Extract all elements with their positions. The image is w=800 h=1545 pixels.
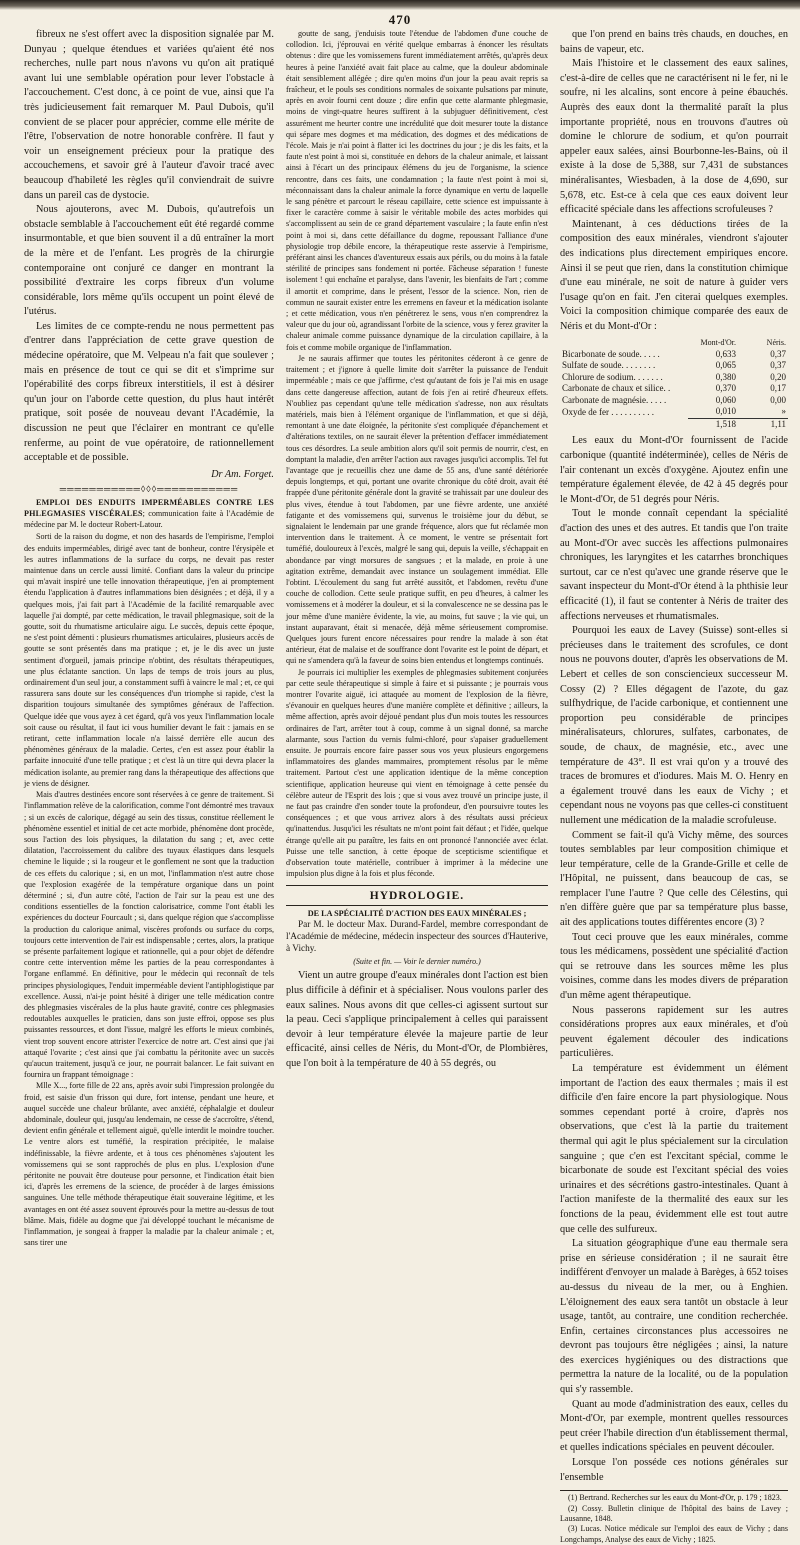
table-row <box>560 372 788 384</box>
hydrology-continued-b <box>560 434 788 1485</box>
column-middle <box>286 28 548 1096</box>
column-left <box>24 28 274 1248</box>
paragraph: Mlle X..., forte fille de 22 ans, après avoir subi l'impression prolongée du froid, est saisie d'un frisson qui dure, fort intense, pendant une heure, et auquel succède une chaleur brûlante, avec anxiété, céphalalgie et douleur abdominale, douleur qui, jusqu'au lendemain, ne cesse de s'accroître, s'étend, devient enfin générale et tellement aiguë, qu'elle interdit le moindre toucher. Le ventre alors est tuméfié, la respiration précipitée, le malaise indéfinissable, la fièvre ardente, et à tous ces phénomènes s'ajoutent les vomissemens qui se sont rapprochés de plus en plus. L'explosion d'une péritonite ne pouvait être douteuse pour personne, et l'indication était bien ici, d'après les erremens de la science, de procéder à de larges émissions sanguines. Une telle méthode thérapeutique était souveraine légitime, et les avantages en ont été assez souvent éprouvés pour la mettre au-dessus de tout blâme. Mais, fidèle au dogme que j'ai développé touchant le mécanisme de l'inflammation, je songeai à frapper la maladie par la chaleur animale ; et, sans tirer une <box>24 1081 274 1248</box>
table-total-blank <box>560 418 688 430</box>
paragraph: Mais d'autres destinées encore sont réservées à ce genre de traitement. Si l'inflammation relève de la calorification, comme l'ont démontré mes travaux ; si un excès de calorique, dégagé au sein des tissus, constitue réellement le phénomène essentiel et initial de cet acte morbide, phénomène dont procède, sous l'action des lois physiques, la dilatation du sang ; et, avec cette dilatation, l'accroissement du calibre des tuyaux élastiques dans lesquels chemine le liquide ; si la rougeur et le gonflement ne sont que la traduction de ces effets du calorique ; si, en un mot, l'inflammation n'est autre chose que l'explosion exagérée de la température organique dans un point déterminé ; si, d'un autre côté, l'action de l'air sur la peau est une des conditions essentielles de la fonction calorisatrice, comme l'ont établi les expériences du docteur Fourcault ; si, dans quelque région que s'accomplisse la production du calorique animal, viscères profonds ou surface du corps, toujours cette intervention de l'air est indispensable ; certes, alors, la pratique se présente parfaitement logique et rationnelle, qui a pour objet de défendre contre cette intervention même les parties de la peau correspondantes à l'organe enflammé. En définitive, pour le médecin qui reconnaît de tels principes physiologiques, l'enduit imperméable devient l'antiphlogistique par excellence. Aussi, n'ai-je point hésité à diriger une telle médication contre des phlegmasies viscérales de la plus haute gravité, contre ces phlegmasies redoutables auxquelles le praticien, dans son juste effroi, oppose ses plus puissantes ressources, et dont l'issue, malgré les efforts le mieux combinés, vient trop souvent encore attrister l'exercice de notre art. C'est ainsi que j'ai attaqué l'ovarite ; c'est ainsi que j'ai combattu la péritonite avec un succès qu'aucun traitement, jusqu'à ce jour, ne pourrait balancer. Le fait suivant en fournira un frappant témoignage : <box>24 790 274 1080</box>
paragraph: Tout ceci prouve que les eaux minérales, comme tous les médicamens, possèdent une spécialité d'action qui se retrouve dans les sources même les plus voisines, comme dans les modes divers de préparation d'un même agent thérapeutique. <box>560 931 788 1002</box>
paragraph: La température est évidemment un élément important de l'action des eaux thermales ; mais il est difficile d'en faire encore la part physiologique. Nous sommes cependant porté à croire, d'après nos observations, que c'est là la partie du traitement thermal qui agit le plus spécialement sur la circulation sanguine ; que c'en est l'excitant spécial, comme le bicarbonate de soude est l'excitant spécial des voies urinaires et des sécrétions gastro-intestinales. Quant à l'action manifeste de la thermalité des eaux sur les fonctions de la peau, évidemment elle est tout autre que celle des sulfureux. <box>560 1063 788 1235</box>
continuation-note: (Suite et fin. — Voir le dernier numéro.) <box>353 957 481 967</box>
column-right <box>560 28 788 1544</box>
table-row <box>560 360 788 372</box>
table-header-blank <box>560 337 688 349</box>
table-cell: 0,20 <box>770 371 786 382</box>
paragraph: Nous ajouterons, avec M. Dubois, qu'autrefois un obstacle semblable à l'accouchement eût été regardé comme insurmontable, et que bien souvent il a dû entraîner la mort de la mère et de l'enfant. Les progrès de la chirurgie contemporaine ont conjuré ce danger en montrant la possibilité d'extraire les corps fibreux d'un volume considérable, lors même qu'ils occupent un point élevé de l'utérus. <box>24 204 274 318</box>
footnotes <box>560 1490 788 1545</box>
table-cell: Sulfate de soude. . . . . . . . <box>562 360 656 371</box>
composition-table <box>560 337 788 430</box>
section-divider: ═══════════◊◊◊═══════════ <box>59 483 239 494</box>
table-cell: 0,065 <box>715 360 736 371</box>
hydrology-article-body <box>286 969 548 1071</box>
table-cell: 0,17 <box>770 383 786 394</box>
table-header-cell: Néris. <box>766 338 786 348</box>
table-cell: Bicarbonate de soude. . . . . <box>562 348 660 359</box>
paragraph: Tout le monde connaît cependant la spécialité d'action des unes et des autres. Et tandis que l'on traite au Mont-d'Or avec succès les affections pulmonaires chroniques, les laryngites et les catarrhes bronchiques surtout, car ce n'est qu'avec une grande réserve que le savant inspecteur du Mont-d'Or étend à la phthisie leur efficacité (1), il faut se contenter à Néris de traiter des affections nerveuses et rhumatismales. <box>560 508 788 622</box>
paragraph: que l'on prend en bains très chauds, en douches, en bains de vapeur, etc. <box>560 29 788 55</box>
paragraph: Lorsque l'on posséde ces notions générales sur l'ensemble <box>560 1457 788 1483</box>
paragraph: Les limites de ce compte-rendu ne nous permettent pas d'entrer dans l'appréciation de cette grave question de médecine opératoire, que M. Velpeau n'a fait que soulever ; mais en présence de tout ce qui se dit et s'imprime sur l'opérabilité des corps fibreux interstitiels, il est à désirer qu'un jour on l'aborde cette question, du plus haut intérêt pratique, soit posée de nouveau devant l'Académie, la discussion ne peut que l'éclairer en montrant ce qu'elle renferme, au point de vue opératoire, de rationnellement acceptable et de possible. <box>24 320 274 464</box>
footnote: (3) Lucas. Notice médicale sur l'emploi des eaux de Vichy ; dans Longchamps, Analyse des eaux de Vichy ; 1825. <box>560 1524 788 1544</box>
table-total-cell: 1,518 <box>688 418 738 430</box>
table-cell: 0,633 <box>715 348 736 359</box>
paragraph: Pourquoi les eaux de Lavey (Suisse) sont-elles si précieuses dans le traitement des scrofules, ce dont nous ne pouvons douter, d'après les observations de M. Lebert et celles de son consciencieux successeur M. Cossy (2) ? Elles dégagent de l'azote, du gaz sulfhydrique, de l'acide carbonique, et contiennent une proportion peu considérable de principes minéralisateurs, chlorures, sulfates, carbonates, de soude, de chaux, de magnésie, etc., avec une température de 43°. Il est vrai qu'on y a trouvé des traces de bromures et d'iodures. Mais M. O. Henry en a également trouvé dans les eaux de Vichy ; et cependant nous ne voyons pas que celles-ci constituent nullement une médication de la maladie scrofuleuse. <box>560 625 788 826</box>
author-signature: Dr Am. Forget. <box>211 468 274 480</box>
table-cell: 0,37 <box>770 360 786 371</box>
table-row <box>560 383 788 395</box>
paragraph: La situation géographique d'une eau thermale sera prise en sérieuse considération ; il ne saurait être indifférent d'envoyer un malade à Barèges, à 652 toises au-dessus du niveau de la mer, ou à Enghien. L'éloignement des eaux sera tantôt un obstacle à leur usage, tantôt, au contraire, une condition recherchée. Enfin, certaines circonstances plus accessoires ne devront pas toujours être négligées ; ainsi, la nature des exercices hygiéniques ou des distractions que permettra la nature de la localité, ou de la population qui s'y rassemble. <box>560 1238 788 1396</box>
table-cell: 0,37 <box>770 348 786 359</box>
hydrology-continued-a <box>560 28 788 334</box>
table-cell: 0,010 <box>715 406 736 417</box>
article-subtitle: ; communication faite à l'Académie de médecine par M. le docteur Robert-Latour. <box>24 509 274 530</box>
table-cell: Carbonate de chaux et silice. . <box>562 383 671 394</box>
article-title: DE LA SPÉCIALITÉ D'ACTION DES EAUX MINÉRALES ; <box>286 905 548 918</box>
paragraph: Sorti de la raison du dogme, et non des hasards de l'empirisme, l'emploi des enduits imperméables, dirigé avec tant de bonheur, contre l'érysipèle et les autres inflammations de la surface du corps, ne devait pas rester maintenue dans un cercle aussi limité. Confiant dans la valeur du principe qui m'avait inspiré une telle innovation thérapeutique, j'en ai promptement étendu l'application à d'autres inflammations bien désignées ; et déjà, il y a quelques mois, j'ai fait part à l'Académie de la facilité remarquable avec laquelle j'ai dompté, par cette médication, le travail phlegmasique, soit de la goutte, soit du rhumatisme articulaire aigu. Le succès, depuis cette époque, ne s'est point démenti : plusieurs rhumatismes articulaires, plusieurs accès de goutte se sont présentés dans ma pratique ; et, je le dis avec un juste sentiment d'orgueil, jamais principe n'obtint, des résultats thérapeutiques, une plus éclatante sanction. Un laps de temps de trois jours au plus, ordinairement d'un seul jour, a constamment suffi à vaincre le mal ; et, ce qui rassurera sans doute sur les conséquences d'un triomphe si rapide, c'est la disparition toujours simultanée des symptômes généraux de l'affection. Quelque idée que vous ayez à cet égard, qu'à vos yeux l'inflammation locale soit cause ou résultat, il faut ici vous humilier devant le fait : jamais en se retirant, cette inflammation locale n'a laissé derrière elle aucun des phénomènes généraux de la maladie. Certes, c'en est assez pour établir la parfaite innocuité d'une telle pratique ; et c'est là un titre qui devra placer la médication isolante, au premier rang dans la thérapeutique des affections que je viens de désigner. <box>24 532 274 788</box>
article-title: EMPLOI DES ENDUITS IMPERMÉABLES CONTRE LES PHLEGMASIES VISCÉRALES <box>24 497 274 519</box>
paragraph: Vient un autre groupe d'eaux minérales dont l'action est bien plus difficile à définir et à spécialiser. Nous voulons parler des eaux salines. Nous avons dit que celles-ci agissent surtout sur la peau. Ceci s'applique principalement à celles qui paraissent devoir à leur température élevée la majeure partie de leur efficacité, ainsi celles de Néris, du Mont-d'Or, de Plombières, que l'on boit à la température de 40 à 55 degrés, ou <box>286 970 548 1069</box>
paragraph: Maintenant, à ces déductions tirées de la composition des eaux minérales, viendront s'ajouter des indications plus directement empiriques encore. Ainsi il se peut que rien, dans la constitution chimique d'une eau minérale, ne soit de nature à guider vers l'usage qu'on en fait. J'en citerai quelques exemples. Voici la composition chimique comparée des eaux de Néris et du Mont-d'Or : <box>560 218 788 332</box>
footnote: (1) Bertrand. Recherches sur les eaux du Mont-d'Or, p. 179 ; 1823. <box>568 1493 782 1503</box>
table-cell: Chlorure de sodium. . . . . . . <box>562 371 663 382</box>
paragraph: Comment se fait-il qu'à Vichy même, des sources toutes semblables par leur composition chimique et leur température, celle de la Grande-Grille et celle de l'Hôpital, ne puissent, dans beaucoup de cas, se remplacer l'une l'autre ? Que celle des Célestins, qui n'en diffère guère que par sa température plus basse, ait des applications toutes différentes encore (3) ? <box>560 829 788 929</box>
table-row <box>560 349 788 361</box>
table-header-row <box>560 337 788 349</box>
paragraph: fibreux ne s'est offert avec la disposition signalée par M. Dunyau ; quelque étendues et variées qu'aient été nos recherches, nulle part nous n'avons vu qu'on ait pratiqué avant lui une semblable opération pour lever l'obstacle à l'accouchement. C'est donc, à ce point de vue, ainsi que l'a très judicieusement fait remarquer M. Paul Dubois, qu'il convient de se placer pour apprécier, comme elle mérite de l'être, l'observation de notre honorable confrère. Il faut y voir un enseignement précieux pour la pratique des accouchemens, et savoir gré à l'auteur d'avoir tracé avec beaucoup d'habileté les règles qu'il conviendrait de suivre dans un pareil cas de dystocie. <box>24 29 274 201</box>
table-total-row <box>560 418 788 430</box>
paragraph: Je ne saurais affirmer que toutes les péritonites céderont à ce genre de traitement ; et j'ignore à quelle limite doit s'arrêter la puissance de l'enduit imperméable ; mais ce que j'affirme, c'est qu'autant de fois je l'ai mis en usage dans cette dangereuse affection, autant de fois j'en ai retiré d'heureux effets. N'oubliez pas cependant qu'une telle médication s'adresse, non aux résultats matériels, mais bien à l'élément organique de l'inflammation, et que si déjà, remontant à une date éloignée, la péritonite s'est compliquée d'épanchement et d'altérations textiles, on ne saurait élever la prétention d'effacer immédiatement tous ces désordres. La seule ambition alors qu'il soit permis de nourrir, c'est, en domptant la maladie, d'en arrêter l'action aux ravages jusqu'ici accomplis. Tel fut l'avantage que je recueillis chez une dame de 55 ans, d'une santé détériorée depuis longtemps, et qui, portant une ovarite chronique du côté droit, avait été frappée d'une péritonite générale dont la gravité se trahissait par une douleur des plus vives, étendue à tout l'abdomen, par une fièvre ardente, une anxiété fatigante et des vomissemens qui, survenus le troisième jour du début, se signalaient le lendemain par une grande fréquence, alors que fut réclamée mon intervention dans le traitement. À ce moment, le ventre se présentait fort tuméfié, douloureux à l'excès, malgré le sang qui, depuis la veille, s'échappait en abondance par vingt morsures de sangsues ; et la malade, en proie à une agitation extrême, demandait avec instance un soulagement immédiat. Elle l'obtint. L'écoulement du sang fut arrêté aussitôt, et l'abdomen, revêtu d'une couche de collodion. Cette seule pratique suffit, en peu d'heures, à calmer les vomissemens et à modérer la douleur, et si la convalescence ne se dessina pas le jour même d'une manière évidente, la vie, au moins, fut sauve ; la vie qui, un instant auparavant, était si menacée, déjà même sérieusement compromise. Quelques jours furent encore nécessaires pour rendre la malade à son état antérieur, état de malaise et de souffrance dont l'ovarite est le point de départ, et qui ne s'amendera qu'à la faveur de soins bien entendus et longtemps continués. <box>286 353 548 666</box>
article-heading <box>24 497 274 531</box>
enduits-article-body <box>24 531 274 1248</box>
article-byline: Par M. le docteur Max. Durand-Fardel, membre correspondant de l'Académie de médecine, médecin inspecteur des sources d'Hauterive, à Vichy. <box>286 920 548 955</box>
paragraph: Mais l'histoire et le classement des eaux salines, c'est-à-dire de celles que ne caractérisent ni le fer, ni le soufre, ni les alcalins, sont encore à peine ébauchés. Auprès des eaux dont la thermalité paraît la plus importante propriété, nous en trouvons d'autres où domine le chlorure de sodium, et qu'on pourrait appeler eaux salées, ainsi Bourbonne-les-Bains, où il existe à la dose de 5,388, sur 7,431 de substances minéralisantes, Wiesbaden, à la dose de 4,690, sur 5,678, etc. Est-ce à cela que ces eaux doivent leur efficacité spéciale dans les affections scrofuleuses ? <box>560 58 788 216</box>
scan-top-border <box>0 0 800 10</box>
table-cell: Oxyde de fer . . . . . . . . . . <box>562 406 654 417</box>
enduits-article-continued <box>286 28 548 879</box>
paragraph: Je pourrais ici multiplier les exemples de phlegmasies subitement conjurées par cette seule thérapeutique si simple à faire et si puissante ; je pourrais vous montrer l'ovarite aiguë, ici attaquée au moment de l'explosion de la fièvre, s'évanouir en quelques heures d'une manière complète et définitive ; ailleurs, la même affection, après avoir déjoué pendant plus d'un mois toutes les ressources ordinaires de l'art, arrêter tout à coup, comme à un signal donné, sa marche alarmante, sous l'action du vernis fulmi-chloré, pour s'apaiser graduellement ensuite. Je pourrais encore faire passer sous vos yeux plusieurs engorgemens inflammatoires des glandes mammaires, promptement résolus par le même traitement. Partout c'est une application identique de la même conception scientifique, application heureuse qui vient en témoignage à cette pensée du célèbre auteur de l'Esprit des lois ; que si vous avez trouvé un principe juste, il ne faut pas craindre d'en sonder toute la profondeur, d'en poursuivre toutes les conséquences ; et que vous arrivez alors à des résultats aussi précieux qu'inattendus. Jusqu'ici les résultats ne m'ont point fait défaut ; et l'idée, quelque étrange qu'elle ait pu paraître, les faits en ont prononcé l'annonciée avec éclat. Puisse une telle sanction, à cette époque de scepticisme scientifique et d'observation toute matérielle, contribuer à imprimer à la médecine une impulsion plus digne à la fois et plus féconde. <box>286 667 548 879</box>
table-cell: 0,060 <box>715 394 736 405</box>
table-row <box>560 406 788 418</box>
paragraph: goutte de sang, j'enduisis toute l'étendue de l'abdomen d'une couche de collodion. Ici, j'éprouvai en vérité quelque embarras à énoncer les résultats obtenus : dire que les vomissemens furent immédiatement arrêtés, qu'après deux heures à peine l'anxiété avait fait place au calme, que la douleur abdominale était sensiblement allégée ; dire qu'en moins d'un jour la peau avait repris sa fraîcheur, et le pouls ses conditions normales de soixante pulsations par minute, après en avoir fourni cent douze ; dire enfin que cette alarmante phlegmasie, moins de vingt-quatre heures suffirent à la subjuguer définitivement, c'est assurément me heurter contre une incrédulité que doit mesurer toute la distance qui sépare mes dogmes et ma médication, des dogmes et des médications de l'école. Mais je n'ai point à flatter ici les doctrines du jour ; je dis les faits, et la faute n'est point à moi si, constituée en dehors de la chaleur animale, et laissant ainsi à l'écart un des principaux élémens du jeu de l'organisme, la science rencontre, dans ces faits, une condamnation ; la faute n'est point à moi si, méconnaissant dans la chaleur animale la force dynamique en vertu de laquelle le sang pénètre et parcourt le réseau capillaire, cette science est impuissante à fixer le caractère comme à saisir le véritable mobile des actes morbides qui s'accomplissent au sein de ce grand département vasculaire ; la faute enfin n'est point à moi si, dans cette défaillance du dogme, repoussant l'alliance d'une physiologie trop débile encore, la thérapeutique reste asservie à l'empirisme, préférant ainsi les chances d'aventureux essais aux périls, ou du moins à la fatale stérilité de principes sans fondement ni portée. Fâcheuse séparation ! funeste isolement ! qui enchaîne et paralyse, dans l'avenir, les bienfaits de l'art ; comme il amortit et comprime, dans le présent, l'essor de la science. Non, rien de commun ne saurait exister entre les erremens en faveur et la médication isolante ; et cette médication, vous n'en pénétrerez le sens, vous n'en comprendrez la valeur que du jour où, agrandissant l'orbite de la science, vous y ferez graviter la chaleur animale comme puissance dynamique de la circulation capillaire, à la fois et comme mobile organique de l'inflammation. <box>286 29 548 352</box>
table-cell: » <box>781 406 786 417</box>
table-cell: 0,370 <box>715 383 736 394</box>
forget-article-end <box>24 28 274 466</box>
footnote: (2) Cossy. Bulletin clinique de l'hôpital des bains de Lavey ; Lausanne, 1848. <box>560 1503 788 1524</box>
page-number: 470 <box>388 12 412 27</box>
table-cell: 0,380 <box>715 371 736 382</box>
paragraph: Quant au mode d'administration des eaux, celles du Mont-d'Or, par exemple, montrent quelles ressources peut créer l'habile direction d'un établissement thermal, et quelles indications spéciales en peuvent découler. <box>560 1398 788 1454</box>
paragraph: Nous passerons rapidement sur les autres considérations propres aux eaux minérales, et d'où peuvent également découler des indications particulières. <box>560 1004 788 1060</box>
table-cell: Carbonate de magnésie. . . . . <box>562 394 667 405</box>
paragraph: Les eaux du Mont-d'Or fournissent de l'acide carbonique (quantité indéterminée), celles de Néris de l'air contenant un excès d'oxygène. Ajoutez enfin une température également élevée, de 42 à 45 degrés pour le Mont-d'Or, de 51 degrés pour Néris. <box>560 435 788 505</box>
table-total-cell: 1,11 <box>738 418 788 430</box>
table-cell: 0,00 <box>770 394 786 405</box>
table-header-cell: Mont-d'Or. <box>700 338 736 348</box>
section-title: HYDROLOGIE. <box>286 885 548 902</box>
table-row <box>560 395 788 407</box>
